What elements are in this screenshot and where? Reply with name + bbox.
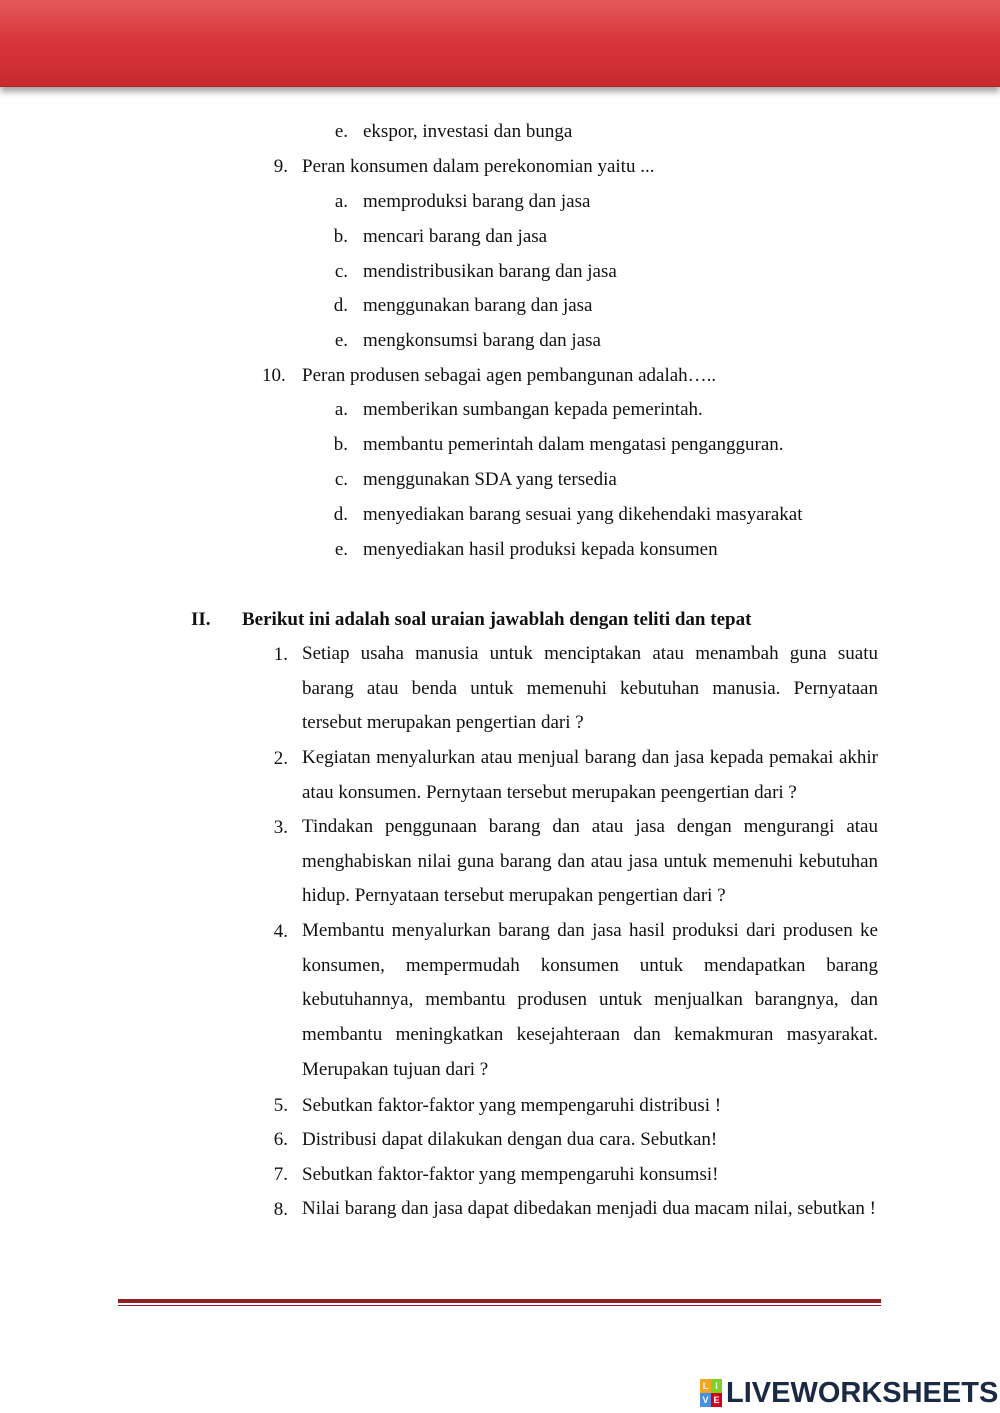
option-marker: a. xyxy=(334,191,348,212)
question-number: 6. xyxy=(273,1129,288,1150)
option-text: memproduksi barang dan jasa xyxy=(363,191,591,212)
logo-text: LIVEWORKSHEETS xyxy=(726,1376,999,1409)
question-text: Kegiatan menyalurkan atau menjual barang dan jasa kepada pemakai akhir atau konsumen. Pernytaan tersebut merupakan peengertian dari ? xyxy=(302,747,878,803)
option-text: menyediakan hasil produksi kepada konsumen xyxy=(363,539,718,560)
liveworksheets-logo-icon xyxy=(700,1379,722,1407)
option-text: menggunakan SDA yang tersedia xyxy=(363,469,617,490)
option-text: mengkonsumsi barang dan jasa xyxy=(363,330,601,351)
option-marker: a. xyxy=(334,399,348,420)
logo-icon-cell-e: E xyxy=(711,1393,722,1407)
option-text: menyediakan barang sesuai yang dikehendaki masyarakat xyxy=(363,504,803,525)
option-marker: b. xyxy=(333,226,348,247)
question-number: 7. xyxy=(273,1164,288,1185)
logo-icon-cell-l: L xyxy=(700,1379,711,1393)
essay-q3 xyxy=(302,810,878,914)
question-text: Sebutkan faktor-faktor yang mempengaruhi konsumsi! xyxy=(302,1164,719,1185)
option-text: membantu pemerintah dalam mengatasi pengangguran. xyxy=(363,434,784,455)
section-number: II. xyxy=(191,609,211,630)
question-text: Sebutkan faktor-faktor yang mempengaruhi distribusi ! xyxy=(302,1095,722,1116)
question-number: 3. xyxy=(273,817,288,838)
essay-q1 xyxy=(302,637,878,741)
header-banner xyxy=(0,0,1000,87)
footer-rule-thin xyxy=(118,1305,881,1306)
essay-q8 xyxy=(302,1192,878,1227)
question-text: Peran produsen sebagai agen pembangunan adalah….. xyxy=(302,365,717,386)
essay-q4 xyxy=(302,914,878,1088)
option-text: memberikan sumbangan kepada pemerintah. xyxy=(363,399,703,420)
liveworksheets-logo xyxy=(700,1376,998,1410)
option-text: ekspor, investasi dan bunga xyxy=(363,121,573,142)
option-text: mencari barang dan jasa xyxy=(363,226,548,247)
logo-icon-cell-i: I xyxy=(711,1379,722,1393)
option-marker: c. xyxy=(334,469,348,490)
question-text: Distribusi dapat dilakukan dengan dua cara. Sebutkan! xyxy=(302,1129,718,1150)
essay-q2 xyxy=(302,741,878,810)
question-text: Peran konsumen dalam perekonomian yaitu ... xyxy=(302,156,655,177)
question-text: Nilai barang dan jasa dapat dibedakan menjadi dua macam nilai, sebutkan ! xyxy=(302,1198,877,1219)
section-title: Berikut ini adalah soal uraian jawablah dengan teliti dan tepat xyxy=(242,609,752,630)
question-number: 5. xyxy=(273,1095,288,1116)
option-marker: e. xyxy=(334,121,348,142)
question-number: 1. xyxy=(273,644,288,665)
question-number: 9. xyxy=(273,156,288,177)
logo-icon-cell-v: V xyxy=(700,1393,711,1407)
question-text: Tindakan penggunaan barang dan atau jasa dengan mengurangi atau menghabiskan nilai guna barang dan atau jasa untuk memenuhi kebutuhan hidup. Pernyataan tersebut merupakan pengertian dari ? xyxy=(302,816,878,907)
option-marker: e. xyxy=(334,330,348,351)
footer-rule-thick xyxy=(118,1299,881,1303)
question-number: 2. xyxy=(273,748,288,769)
question-number: 10. xyxy=(262,365,286,386)
option-text: mendistribusikan barang dan jasa xyxy=(363,261,617,282)
question-text: Setiap usaha manusia untuk menciptakan atau menambah guna suatu barang atau benda untuk memenuhi kebutuhan manusia. Pernyataan tersebut merupakan pengertian dari ? xyxy=(302,643,878,734)
option-marker: e. xyxy=(334,539,348,560)
question-text: Membantu menyalurkan barang dan jasa hasil produksi dari produsen ke konsumen, mempermudah konsumen untuk mendapatkan barang kebutuhannya, membantu produsen untuk menjualkan barangnya, dan membantu meningkatkan kesejahteraan dan kemakmuran masyarakat. Merupakan tujuan dari ? xyxy=(302,920,878,1080)
question-number: 4. xyxy=(273,921,288,942)
option-marker: b. xyxy=(333,434,348,455)
option-text: menggunakan barang dan jasa xyxy=(363,295,593,316)
option-marker: c. xyxy=(334,261,348,282)
question-number: 8. xyxy=(273,1199,288,1220)
option-marker: d. xyxy=(333,504,348,525)
option-marker: d. xyxy=(333,295,348,316)
